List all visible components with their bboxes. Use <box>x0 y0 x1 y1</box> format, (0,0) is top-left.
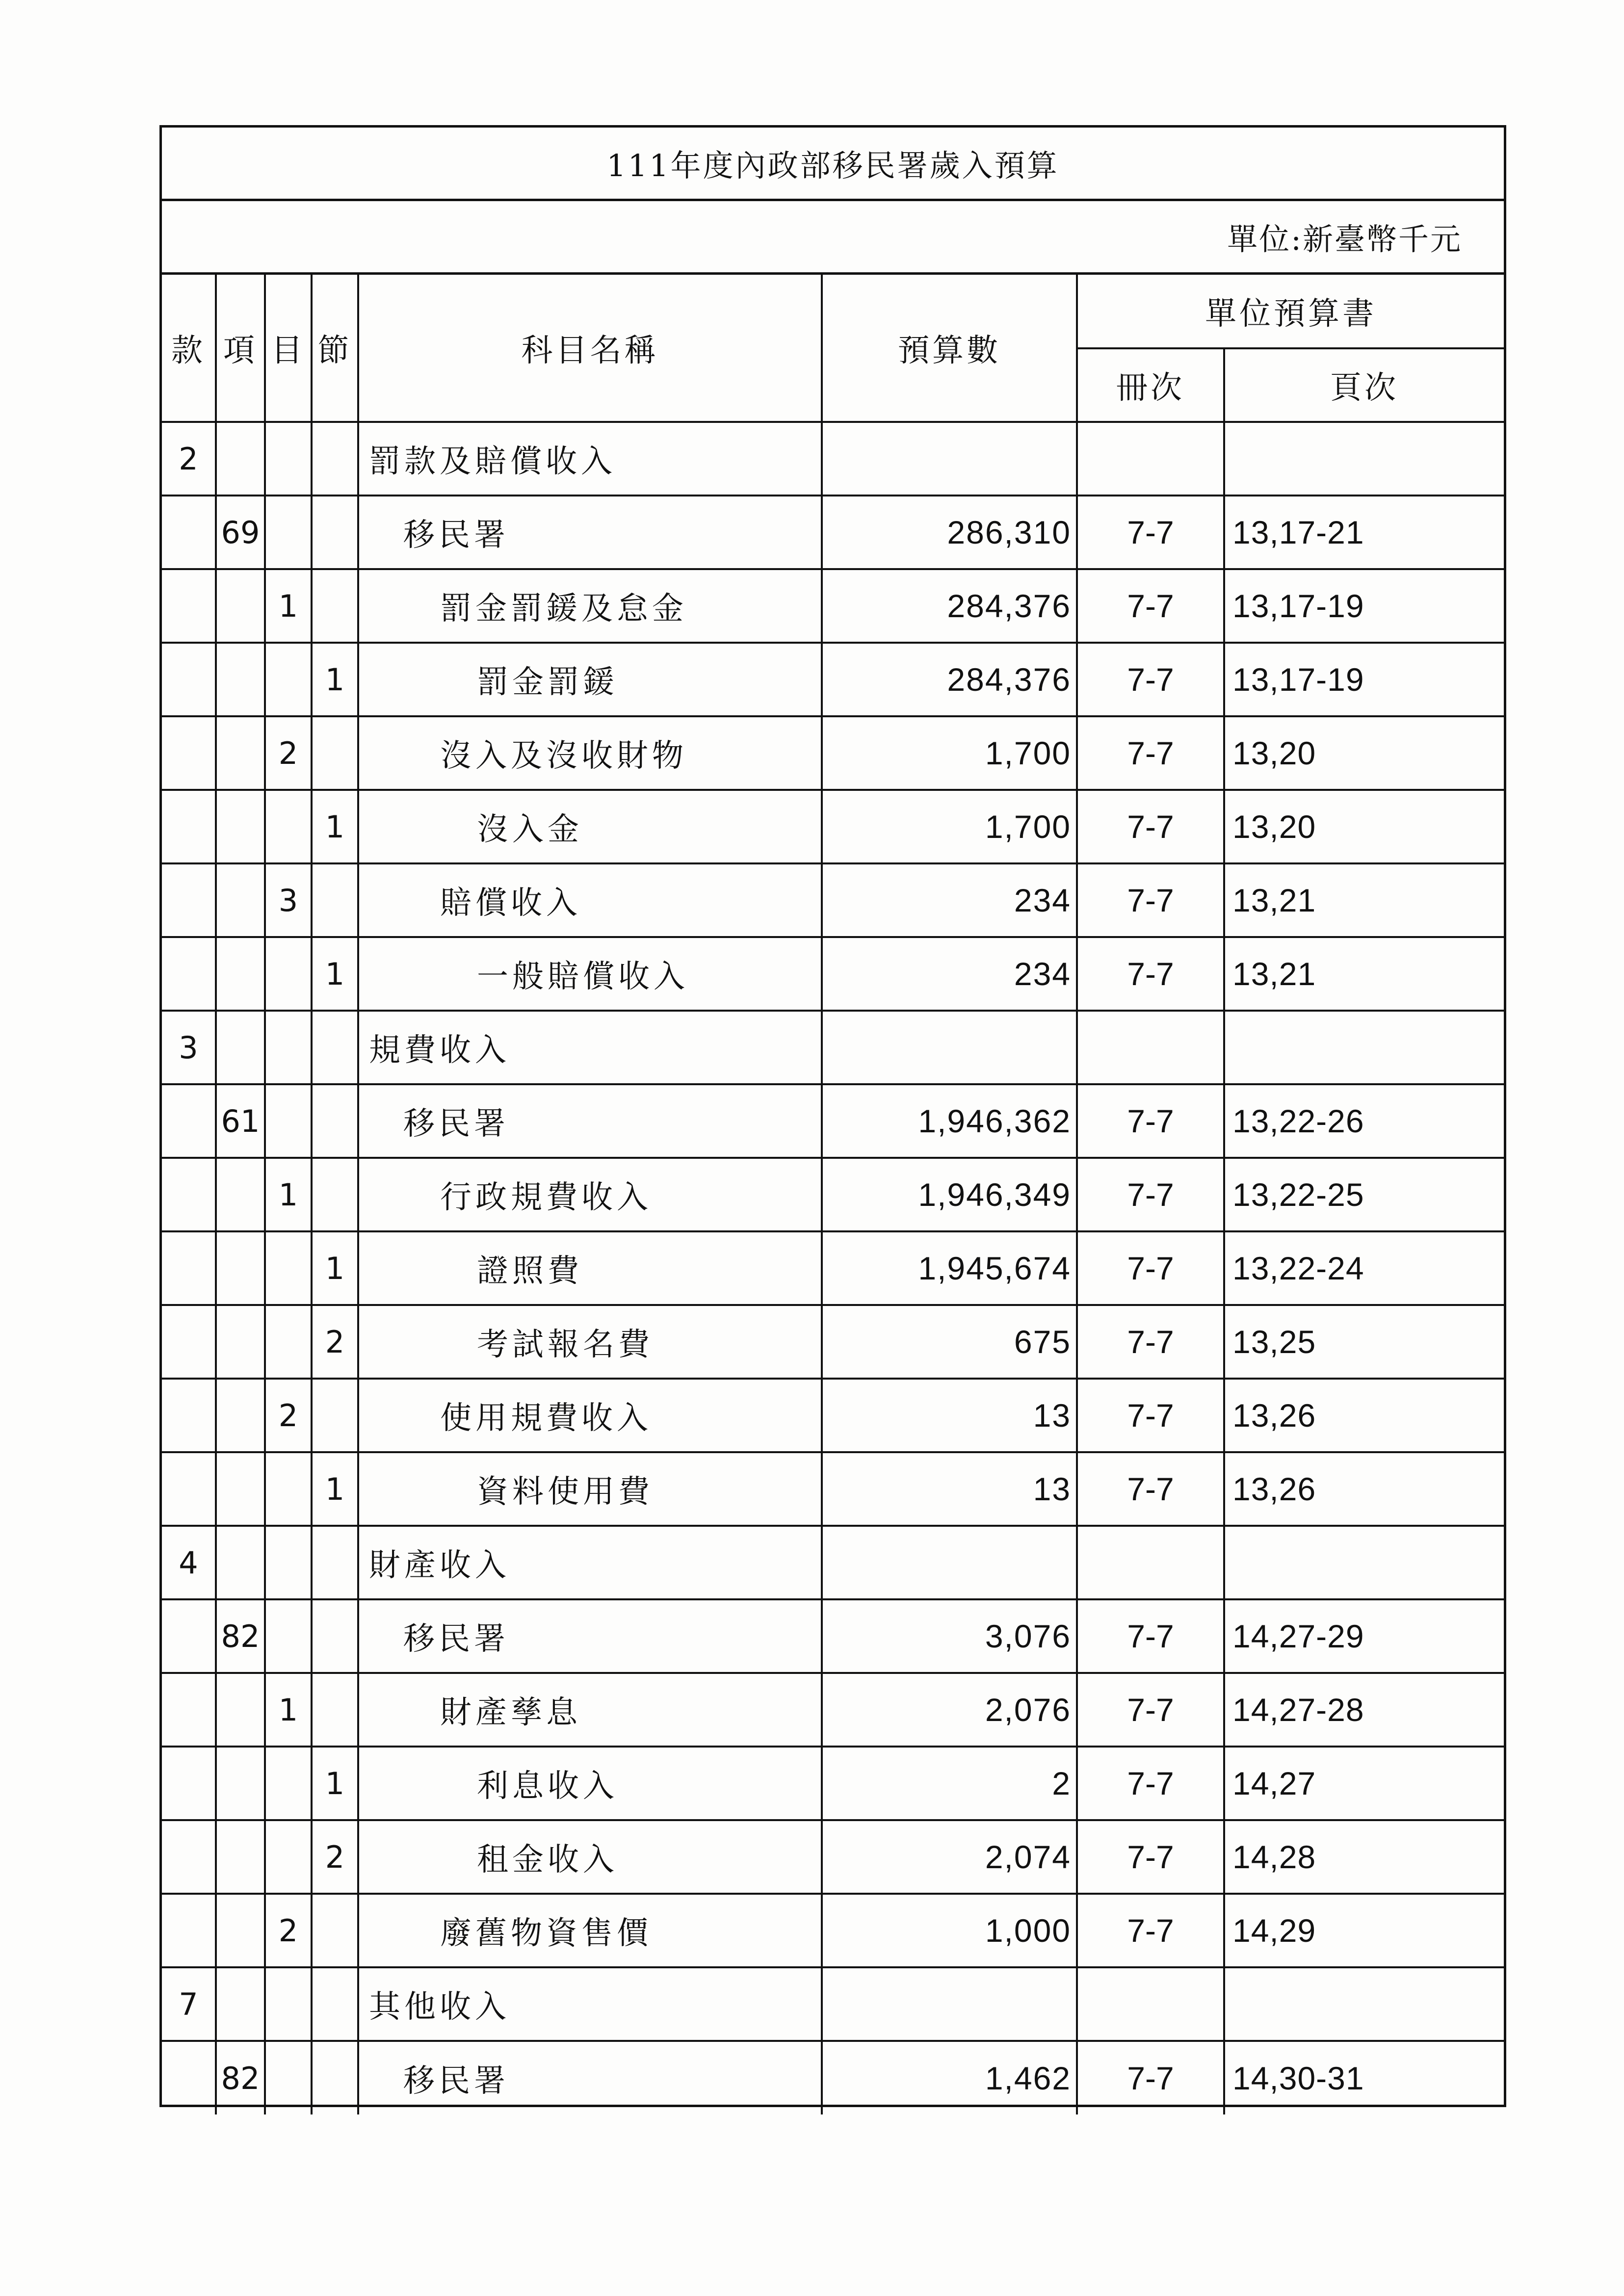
cell-amount: 3,076 <box>822 1599 1077 1673</box>
cell-kuan <box>162 1820 216 1894</box>
table-row <box>162 863 1504 937</box>
cell-kuan <box>162 790 216 863</box>
cell-amount <box>822 422 1077 496</box>
cell-kuan <box>162 2041 216 2114</box>
cell-jie <box>312 1967 358 2041</box>
cell-kuan <box>162 1894 216 1967</box>
cell-jie: 1 <box>312 1231 358 1305</box>
cell-amount: 284,376 <box>822 569 1077 643</box>
budget-table <box>162 275 1504 2114</box>
cell-volume: 7-7 <box>1077 643 1224 716</box>
table-row <box>162 1747 1504 1820</box>
cell-volume: 7-7 <box>1077 496 1224 569</box>
cell-name: 移民署 <box>358 1084 822 1158</box>
cell-volume: 7-7 <box>1077 2041 1224 2114</box>
cell-amount: 286,310 <box>822 496 1077 569</box>
cell-amount: 2 <box>822 1747 1077 1820</box>
cell-xiang <box>216 1673 265 1747</box>
cell-xiang <box>216 790 265 863</box>
table-row <box>162 569 1504 643</box>
table-row <box>162 1305 1504 1379</box>
cell-page: 14,30-31 <box>1224 2041 1504 2114</box>
cell-xiang <box>216 643 265 716</box>
cell-xiang <box>216 422 265 496</box>
cell-kuan <box>162 569 216 643</box>
table-row <box>162 496 1504 569</box>
cell-amount: 1,700 <box>822 716 1077 790</box>
cell-volume <box>1077 1967 1224 2041</box>
cell-jie <box>312 716 358 790</box>
cell-xiang <box>216 1011 265 1084</box>
cell-mu <box>265 1305 312 1379</box>
cell-xiang <box>216 1158 265 1231</box>
cell-name: 罰金罰鍰及怠金 <box>358 569 822 643</box>
cell-jie: 1 <box>312 937 358 1011</box>
cell-xiang <box>216 863 265 937</box>
cell-volume: 7-7 <box>1077 1820 1224 1894</box>
cell-volume: 7-7 <box>1077 1305 1224 1379</box>
cell-kuan <box>162 1158 216 1231</box>
cell-xiang <box>216 716 265 790</box>
cell-jie <box>312 1894 358 1967</box>
cell-xiang <box>216 1452 265 1526</box>
cell-name: 規費收入 <box>358 1011 822 1084</box>
cell-amount: 13 <box>822 1379 1077 1452</box>
cell-volume: 7-7 <box>1077 1747 1224 1820</box>
header-jie: 節 <box>312 275 358 422</box>
cell-amount: 1,946,362 <box>822 1084 1077 1158</box>
table-row <box>162 1894 1504 1967</box>
cell-page: 13,22-24 <box>1224 1231 1504 1305</box>
cell-name: 資料使用費 <box>358 1452 822 1526</box>
header-page: 頁次 <box>1224 348 1504 422</box>
cell-mu <box>265 1452 312 1526</box>
cell-jie: 2 <box>312 1820 358 1894</box>
header-amount: 預算數 <box>822 275 1077 422</box>
cell-name: 財產孳息 <box>358 1673 822 1747</box>
cell-kuan: 3 <box>162 1011 216 1084</box>
cell-page: 14,27-28 <box>1224 1673 1504 1747</box>
cell-kuan <box>162 716 216 790</box>
cell-page: 13,25 <box>1224 1305 1504 1379</box>
table-row <box>162 937 1504 1011</box>
cell-name: 一般賠償收入 <box>358 937 822 1011</box>
header-unit-budget-book: 單位預算書 <box>1077 275 1504 348</box>
cell-name: 租金收入 <box>358 1820 822 1894</box>
cell-volume: 7-7 <box>1077 1599 1224 1673</box>
cell-mu: 1 <box>265 1158 312 1231</box>
cell-mu: 3 <box>265 863 312 937</box>
cell-amount: 234 <box>822 863 1077 937</box>
cell-jie <box>312 1379 358 1452</box>
cell-mu: 2 <box>265 716 312 790</box>
cell-kuan <box>162 1379 216 1452</box>
cell-kuan <box>162 1673 216 1747</box>
cell-name: 賠償收入 <box>358 863 822 937</box>
cell-page: 14,29 <box>1224 1894 1504 1967</box>
cell-jie <box>312 1526 358 1599</box>
table-row <box>162 422 1504 496</box>
table-body <box>162 422 1504 2114</box>
cell-amount <box>822 1967 1077 2041</box>
cell-xiang <box>216 1231 265 1305</box>
cell-page: 13,21 <box>1224 937 1504 1011</box>
cell-page: 13,17-19 <box>1224 569 1504 643</box>
cell-page: 14,28 <box>1224 1820 1504 1894</box>
table-row <box>162 1967 1504 2041</box>
cell-mu <box>265 1599 312 1673</box>
cell-name: 罰金罰鍰 <box>358 643 822 716</box>
cell-volume <box>1077 1011 1224 1084</box>
cell-name: 考試報名費 <box>358 1305 822 1379</box>
cell-jie <box>312 1084 358 1158</box>
cell-name: 罰款及賠償收入 <box>358 422 822 496</box>
cell-kuan <box>162 1231 216 1305</box>
cell-amount: 2,076 <box>822 1673 1077 1747</box>
cell-xiang <box>216 1967 265 2041</box>
cell-amount: 1,945,674 <box>822 1231 1077 1305</box>
cell-jie: 1 <box>312 790 358 863</box>
cell-volume: 7-7 <box>1077 1084 1224 1158</box>
table-row <box>162 1599 1504 1673</box>
table-row <box>162 1011 1504 1084</box>
cell-kuan <box>162 1599 216 1673</box>
header-mu: 目 <box>265 275 312 422</box>
cell-volume: 7-7 <box>1077 1231 1224 1305</box>
cell-kuan <box>162 1084 216 1158</box>
cell-xiang <box>216 569 265 643</box>
cell-page: 13,20 <box>1224 716 1504 790</box>
table-row <box>162 1084 1504 1158</box>
cell-mu <box>265 790 312 863</box>
cell-name: 沒入及沒收財物 <box>358 716 822 790</box>
cell-jie: 2 <box>312 1305 358 1379</box>
cell-name: 行政規費收入 <box>358 1158 822 1231</box>
cell-kuan <box>162 1452 216 1526</box>
cell-name: 利息收入 <box>358 1747 822 1820</box>
cell-name: 其他收入 <box>358 1967 822 2041</box>
cell-kuan <box>162 1747 216 1820</box>
cell-mu <box>265 422 312 496</box>
cell-page <box>1224 1967 1504 2041</box>
cell-page <box>1224 422 1504 496</box>
cell-page: 14,27-29 <box>1224 1599 1504 1673</box>
cell-name: 使用規費收入 <box>358 1379 822 1452</box>
cell-jie <box>312 569 358 643</box>
header-xiang: 項 <box>216 275 265 422</box>
cell-kuan <box>162 1305 216 1379</box>
cell-volume: 7-7 <box>1077 569 1224 643</box>
cell-jie <box>312 1673 358 1747</box>
cell-amount: 234 <box>822 937 1077 1011</box>
cell-name: 移民署 <box>358 496 822 569</box>
table-row <box>162 1526 1504 1599</box>
cell-page: 13,22-26 <box>1224 1084 1504 1158</box>
table-row <box>162 790 1504 863</box>
table-row <box>162 1379 1504 1452</box>
cell-volume: 7-7 <box>1077 1158 1224 1231</box>
cell-amount: 1,000 <box>822 1894 1077 1967</box>
cell-volume: 7-7 <box>1077 790 1224 863</box>
cell-page: 13,26 <box>1224 1452 1504 1526</box>
table-row <box>162 1673 1504 1747</box>
cell-xiang <box>216 1379 265 1452</box>
cell-amount <box>822 1011 1077 1084</box>
cell-mu: 2 <box>265 1894 312 1967</box>
cell-volume: 7-7 <box>1077 863 1224 937</box>
table-row <box>162 643 1504 716</box>
cell-xiang <box>216 937 265 1011</box>
cell-jie <box>312 422 358 496</box>
cell-volume <box>1077 422 1224 496</box>
cell-mu <box>265 1967 312 2041</box>
cell-xiang <box>216 1305 265 1379</box>
cell-volume: 7-7 <box>1077 1379 1224 1452</box>
cell-jie <box>312 1011 358 1084</box>
cell-amount: 675 <box>822 1305 1077 1379</box>
cell-volume: 7-7 <box>1077 1894 1224 1967</box>
cell-volume: 7-7 <box>1077 1452 1224 1526</box>
cell-mu <box>265 1084 312 1158</box>
table-row <box>162 2041 1504 2114</box>
cell-mu <box>265 1011 312 1084</box>
cell-xiang <box>216 1820 265 1894</box>
cell-name: 財產收入 <box>358 1526 822 1599</box>
cell-xiang <box>216 1526 265 1599</box>
cell-volume: 7-7 <box>1077 1673 1224 1747</box>
cell-page: 14,27 <box>1224 1747 1504 1820</box>
cell-page: 13,20 <box>1224 790 1504 863</box>
cell-volume: 7-7 <box>1077 716 1224 790</box>
cell-xiang <box>216 1747 265 1820</box>
cell-xiang: 69 <box>216 496 265 569</box>
cell-mu: 1 <box>265 1673 312 1747</box>
cell-mu <box>265 1231 312 1305</box>
cell-page: 13,17-19 <box>1224 643 1504 716</box>
cell-volume: 7-7 <box>1077 937 1224 1011</box>
cell-mu <box>265 1820 312 1894</box>
cell-jie <box>312 1599 358 1673</box>
header-volume: 冊次 <box>1077 348 1224 422</box>
document-title: 111年度內政部移民署歲入預算 <box>162 128 1504 201</box>
cell-jie: 1 <box>312 643 358 716</box>
cell-amount <box>822 1526 1077 1599</box>
table-row <box>162 1820 1504 1894</box>
cell-mu <box>265 1747 312 1820</box>
cell-kuan <box>162 937 216 1011</box>
cell-page <box>1224 1526 1504 1599</box>
currency-unit: 單位:新臺幣千元 <box>162 201 1504 275</box>
cell-mu: 1 <box>265 569 312 643</box>
cell-jie <box>312 496 358 569</box>
cell-name: 移民署 <box>358 1599 822 1673</box>
table-row <box>162 716 1504 790</box>
table-row <box>162 1231 1504 1305</box>
cell-name: 廢舊物資售價 <box>358 1894 822 1967</box>
table-header-row <box>162 275 1504 348</box>
cell-mu: 2 <box>265 1379 312 1452</box>
cell-jie <box>312 1158 358 1231</box>
cell-amount: 1,462 <box>822 2041 1077 2114</box>
cell-jie: 1 <box>312 1452 358 1526</box>
cell-kuan <box>162 496 216 569</box>
cell-kuan <box>162 863 216 937</box>
header-kuan: 款 <box>162 275 216 422</box>
cell-kuan: 7 <box>162 1967 216 2041</box>
header-name: 科目名稱 <box>358 275 822 422</box>
cell-page: 13,22-25 <box>1224 1158 1504 1231</box>
cell-page: 13,17-21 <box>1224 496 1504 569</box>
cell-xiang: 82 <box>216 1599 265 1673</box>
cell-jie <box>312 2041 358 2114</box>
cell-kuan: 4 <box>162 1526 216 1599</box>
cell-page: 13,21 <box>1224 863 1504 937</box>
cell-mu <box>265 496 312 569</box>
table-row <box>162 1452 1504 1526</box>
cell-jie <box>312 863 358 937</box>
cell-name: 移民署 <box>358 2041 822 2114</box>
cell-amount: 2,074 <box>822 1820 1077 1894</box>
cell-jie: 1 <box>312 1747 358 1820</box>
cell-amount: 1,700 <box>822 790 1077 863</box>
cell-xiang: 61 <box>216 1084 265 1158</box>
cell-amount: 284,376 <box>822 643 1077 716</box>
cell-mu <box>265 1526 312 1599</box>
cell-xiang <box>216 1894 265 1967</box>
cell-xiang: 82 <box>216 2041 265 2114</box>
table-row <box>162 1158 1504 1231</box>
budget-sheet <box>159 125 1506 2107</box>
cell-mu <box>265 643 312 716</box>
cell-page: 13,26 <box>1224 1379 1504 1452</box>
cell-page <box>1224 1011 1504 1084</box>
cell-mu <box>265 2041 312 2114</box>
cell-volume <box>1077 1526 1224 1599</box>
cell-kuan <box>162 643 216 716</box>
cell-kuan: 2 <box>162 422 216 496</box>
cell-amount: 1,946,349 <box>822 1158 1077 1231</box>
cell-name: 證照費 <box>358 1231 822 1305</box>
cell-amount: 13 <box>822 1452 1077 1526</box>
cell-mu <box>265 937 312 1011</box>
cell-name: 沒入金 <box>358 790 822 863</box>
